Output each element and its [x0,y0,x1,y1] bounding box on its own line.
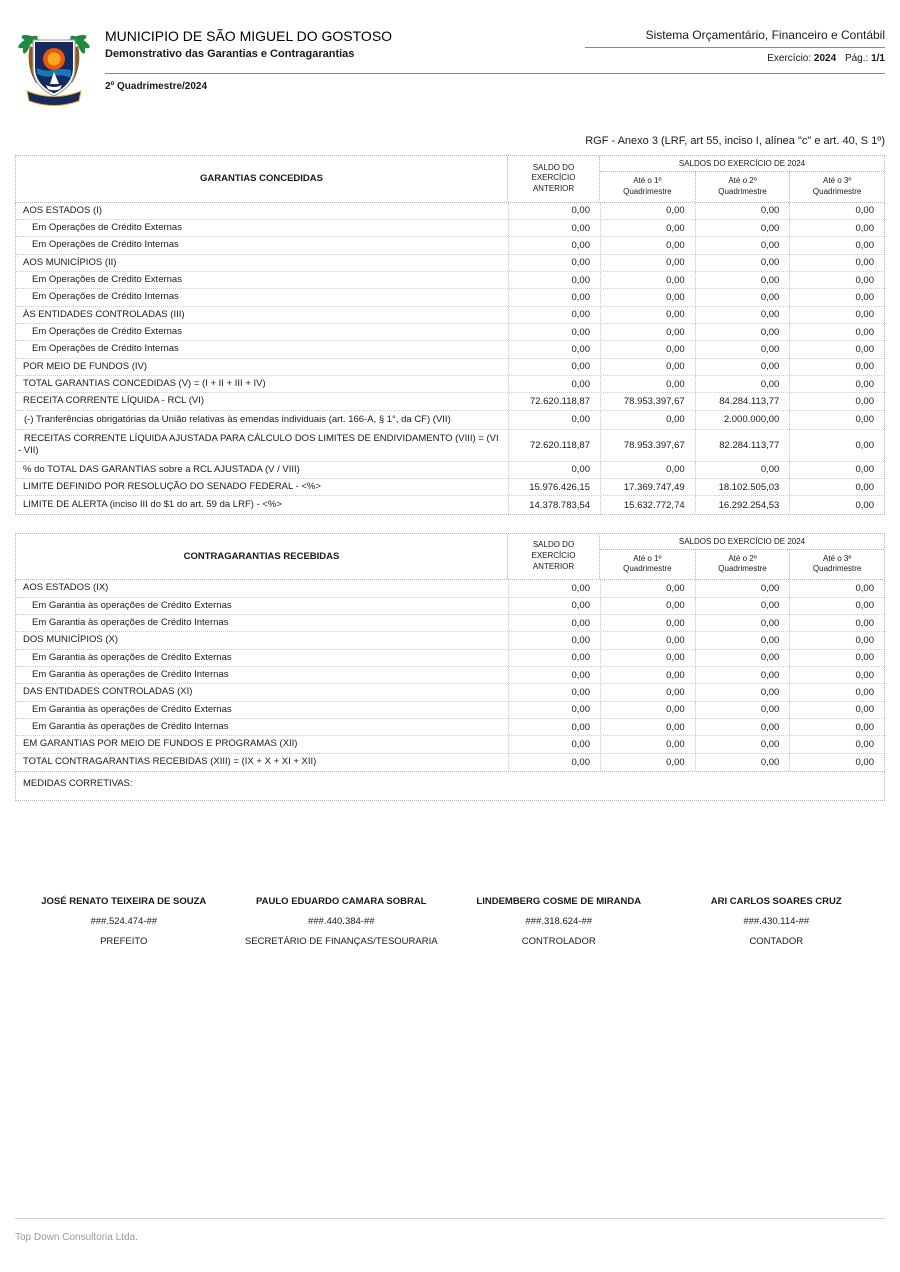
row-value-prev: 0,00 [508,702,600,718]
row-label: Em Garantia às operações de Crédito Internas [32,668,229,680]
row-value-q1: 17.369.747,49 [600,479,695,495]
row-value-prev: 0,00 [508,289,600,305]
row-value-q3: 0,00 [789,462,884,478]
row-label: ÀS ENTIDADES CONTROLADAS (III) [23,308,185,320]
row-value-q2: 82.284.113,77 [695,430,790,461]
row-label: Em Garantia às operações de Crédito Externas [32,599,232,611]
row-value-q2: 0,00 [695,650,790,666]
row-label: Em Operações de Crédito Internas [32,343,179,355]
table-header [15,533,885,581]
garantias-concedidas-table [15,155,885,515]
row-value-q2: 0,00 [695,289,790,305]
col-q1-header: Até o 1º Quadrimestre [623,176,672,196]
row-value-q3: 0,00 [789,615,884,631]
footer-company: Top Down Consultoria Ltda. [15,1232,138,1243]
row-value-q3: 0,00 [789,598,884,614]
row-value-prev: 72.620.118,87 [508,430,600,461]
row-value-q1: 0,00 [600,359,695,375]
row-value-prev: 15.976.426,15 [508,479,600,495]
row-value-q1: 0,00 [600,341,695,357]
row-label: AOS MUNICÍPIOS (II) [23,256,117,268]
header-right [585,28,885,64]
col-q3-header: Até o 3º Quadrimestre [789,550,884,580]
row-value-q2: 0,00 [695,615,790,631]
row-value-q3: 0,00 [789,255,884,271]
row-value-q1: 0,00 [600,237,695,253]
row-value-q3: 0,00 [789,376,884,392]
row-value-prev: 0,00 [508,324,600,340]
row-label: Em Garantia às operações de Crédito Externas [32,703,232,715]
signature-block [233,896,451,947]
col-group-subheaders [600,550,884,580]
row-value-q2: 0,00 [695,341,790,357]
page-header [0,0,900,115]
row-value-q2: 0,00 [695,237,790,253]
row-value-q1: 0,00 [600,684,695,700]
system-name: Sistema Orçamentário, Financeiro e Contábil [585,28,885,48]
row-label: POR MEIO DE FUNDOS (IV) [23,360,148,372]
table-row [16,632,884,649]
col-q2-header: Até o 2º Quadrimestre [695,550,790,580]
row-value-q3: 0,00 [789,359,884,375]
row-value-q2: 16.292.254,53 [695,496,790,513]
col-q3-header: Até o 3º Quadrimestre [789,172,884,202]
row-label: Em Garantia às operações de Crédito Internas [32,616,229,628]
row-value-prev: 0,00 [508,684,600,700]
row-value-q1: 0,00 [600,736,695,752]
row-value-prev: 14.378.783,54 [508,496,600,513]
table-row [16,615,884,632]
row-value-prev: 0,00 [508,237,600,253]
row-value-q1: 0,00 [600,632,695,648]
table-row [16,479,884,496]
row-value-q3: 0,00 [789,341,884,357]
row-value-prev: 0,00 [508,754,600,771]
row-label: Em Garantia às operações de Crédito Externas [32,651,232,663]
row-value-q1: 0,00 [600,462,695,478]
col-q2-header: Até o 2º Quadrimestre [695,172,790,202]
col-group [600,156,884,202]
contragarantias-recebidas-table [15,533,885,772]
exercise-page-line [585,53,885,64]
signature-block [668,896,886,947]
signature-role: SECRETÁRIO DE FINANÇAS/TESOURARIA [244,935,438,947]
table-row [16,462,884,479]
col-group-header: SALDOS DO EXERCÍCIO DE 2024 [600,156,884,172]
row-value-q2: 0,00 [695,667,790,683]
table-title: CONTRAGARANTIAS RECEBIDAS [16,534,508,580]
table-row [16,237,884,254]
table-body [15,580,885,772]
row-value-prev: 0,00 [508,667,600,683]
row-value-q3: 0,00 [789,479,884,495]
signature-role: CONTROLADOR [521,935,596,947]
row-value-prev: 0,00 [508,359,600,375]
row-value-q3: 0,00 [789,736,884,752]
row-value-q3: 0,00 [789,430,884,461]
row-label: (-) Tranferências obrigatórias da União relativas às emendas individuais (art. 166-A, § 1°, da CF) (VII) [24,413,451,425]
row-value-q2: 0,00 [695,272,790,288]
row-label: LIMITE DE ALERTA (inciso III do $1 do art. 59 da LRF) - <%> [23,498,282,510]
table-row [16,496,884,513]
col-prev-header: SALDO DO EXERCÍCIO ANTERIOR [508,156,600,202]
header-body [105,28,885,92]
annex-title: RGF - Anexo 3 (LRF, art 55, inciso I, alínea "c" e art. 40, S 1º) [585,135,885,147]
table-row [16,220,884,237]
row-value-prev: 0,00 [508,650,600,666]
row-value-q2: 0,00 [695,359,790,375]
signature-block [450,896,668,947]
row-value-q3: 0,00 [789,307,884,323]
header-divider [105,73,885,74]
table-row [16,598,884,615]
table-row [16,667,884,684]
table-row [16,411,884,430]
row-label: TOTAL CONTRAGARANTIAS RECEBIDAS (XIII) = (IX + X + XI + XII) [23,756,317,768]
row-value-q3: 0,00 [789,237,884,253]
col-prev-header: SALDO DO EXERCÍCIO ANTERIOR [508,534,600,580]
row-label: TOTAL GARANTIAS CONCEDIDAS (V) = (I + II + III + IV) [23,378,266,390]
table-row [16,580,884,597]
row-value-prev: 0,00 [508,632,600,648]
signature-document: ###.440.384-## [307,915,375,927]
row-label: Em Operações de Crédito Externas [32,273,182,285]
table-header [15,155,885,203]
row-label: Em Operações de Crédito Internas [32,291,179,303]
row-value-q3: 0,00 [789,684,884,700]
exercise-value: 2024 [813,53,837,64]
row-value-q3: 0,00 [789,272,884,288]
col-group-subheaders [600,172,884,202]
row-value-q1: 0,00 [600,307,695,323]
row-value-q3: 0,00 [789,754,884,771]
row-value-q3: 0,00 [789,220,884,236]
row-value-q2: 18.102.505,03 [695,479,790,495]
row-value-q1: 78.953.397,67 [600,393,695,409]
row-value-q3: 0,00 [789,324,884,340]
row-value-q1: 15.632.772,74 [600,496,695,513]
table-row [16,307,884,324]
row-value-q3: 0,00 [789,650,884,666]
table-row [16,393,884,410]
medidas-corretivas-label: MEDIDAS CORRETIVAS: [23,777,133,789]
row-value-q2: 0,00 [695,754,790,771]
table-row [16,324,884,341]
row-value-q3: 0,00 [789,289,884,305]
table-row [16,430,884,462]
row-value-q3: 0,00 [789,667,884,683]
page-footer [15,1218,885,1243]
row-value-q2: 0,00 [695,719,790,735]
signature-document: ###.318.624-## [525,915,593,927]
municipality-title: MUNICIPIO DE SÃO MIGUEL DO GOSTOSO [105,28,393,44]
signature-name: JOSÉ RENATO TEIXEIRA DE SOUZA [41,895,207,907]
row-value-q3: 0,00 [789,496,884,513]
signature-name: PAULO EDUARDO CAMARA SOBRAL [256,895,427,907]
row-label: Em Operações de Crédito Externas [32,326,182,337]
signature-role: CONTADOR [749,935,804,947]
table-row [16,719,884,736]
row-value-q2: 0,00 [695,255,790,271]
row-value-q1: 78.953.397,67 [600,430,695,461]
table-row [16,684,884,701]
row-value-q2: 0,00 [695,462,790,478]
row-value-q2: 0,00 [695,684,790,700]
row-value-q3: 0,00 [789,702,884,718]
row-value-q1: 0,00 [600,650,695,666]
signature-document: ###.430.114-## [743,915,810,927]
row-value-q3: 0,00 [789,393,884,409]
table-row [16,203,884,220]
table-row [16,754,884,771]
table-row [16,255,884,272]
table-row [16,341,884,358]
row-value-q1: 0,00 [600,411,695,429]
row-value-prev: 0,00 [508,615,600,631]
row-label: EM GARANTIAS POR MEIO DE FUNDOS E PROGRAMAS (XII) [23,738,298,750]
col-q1-header: Até o 1º Quadrimestre [623,553,672,574]
row-label: % do TOTAL DAS GARANTIAS sobre a RCL AJUSTADA (V / VIII) [23,463,300,475]
row-value-prev: 0,00 [508,411,600,429]
row-value-q1: 0,00 [600,580,695,596]
header-top [105,28,885,64]
row-value-q1: 0,00 [600,719,695,735]
row-value-q2: 0,00 [695,307,790,323]
table-body [15,203,885,515]
row-value-q2: 0,00 [695,376,790,392]
row-value-q3: 0,00 [789,580,884,596]
table-row [16,650,884,667]
row-label: AOS ESTADOS (IX) [23,582,109,594]
row-value-prev: 0,00 [508,203,600,219]
row-value-q2: 0,00 [695,736,790,752]
row-value-prev: 0,00 [508,736,600,752]
row-value-q2: 84.284.113,77 [695,393,790,409]
row-value-q1: 0,00 [600,272,695,288]
table-title: GARANTIAS CONCEDIDAS [16,156,508,202]
signature-block [15,896,233,947]
row-value-prev: 72.620.118,87 [508,393,600,409]
signature-document: ###.524.474-## [90,915,158,927]
row-value-q2: 0,00 [695,580,790,596]
municipality-logo [15,28,93,115]
row-value-q3: 0,00 [789,719,884,735]
row-label: DAS ENTIDADES CONTROLADAS (XI) [23,686,193,698]
row-value-prev: 0,00 [508,462,600,478]
row-value-q2: 0,00 [695,220,790,236]
row-value-prev: 0,00 [508,255,600,271]
row-value-prev: 0,00 [508,307,600,323]
exercise-label: Exercício: [767,53,812,64]
footer-divider [15,1218,885,1219]
row-value-q1: 0,00 [600,598,695,614]
row-label: RECEITA CORRENTE LÍQUIDA - RCL (VI) [23,395,205,407]
table-row [16,736,884,753]
row-value-q2: 0,00 [695,632,790,648]
row-value-q1: 0,00 [600,324,695,340]
table-row [16,702,884,719]
row-value-prev: 0,00 [508,272,600,288]
row-value-q2: 0,00 [695,702,790,718]
col-group-header: SALDOS DO EXERCÍCIO DE 2024 [600,534,884,550]
row-label: DOS MUNICÍPIOS (X) [23,634,119,646]
header-left [105,28,392,60]
period-label: 2º Quadrimestre/2024 [105,81,208,92]
row-value-q3: 0,00 [789,203,884,219]
row-value-q3: 0,00 [789,632,884,648]
row-value-q1: 0,00 [600,667,695,683]
row-label: RECEITAS CORRENTE LÍQUIDA AJUSTADA PARA CÁLCULO DOS LIMITES DE ENDIVIDAMENTO (VIII) = (VI - VII) [18,433,499,457]
medidas-corretivas-section [15,772,885,801]
row-value-q1: 0,00 [600,754,695,771]
row-value-q2: 0,00 [695,324,790,340]
row-value-q1: 0,00 [600,376,695,392]
row-value-q1: 0,00 [600,615,695,631]
row-value-q2: 0,00 [695,203,790,219]
signature-name: ARI CARLOS SOARES CRUZ [710,895,842,907]
row-value-q1: 0,00 [600,289,695,305]
table-row [16,376,884,393]
page-value: 1/1 [871,53,885,64]
table-row [16,359,884,376]
col-group [600,534,884,580]
row-label: Em Garantia às operações de Crédito Internas [32,720,229,732]
row-value-q1: 0,00 [600,203,695,219]
row-value-q2: 0,00 [695,598,790,614]
row-value-q1: 0,00 [600,255,695,271]
row-value-prev: 0,00 [508,341,600,357]
row-value-prev: 0,00 [508,580,600,596]
row-value-prev: 0,00 [508,376,600,392]
signature-role: PREFEITO [100,935,148,947]
row-label: LIMITE DEFINIDO POR RESOLUÇÃO DO SENADO FEDERAL - <%> [23,481,321,493]
row-value-q2: 2.000.000,00 [695,411,790,429]
signatures-section [15,896,885,947]
row-value-prev: 0,00 [508,719,600,735]
signature-name: LINDEMBERG COSME DE MIRANDA [476,895,642,907]
row-value-prev: 0,00 [508,220,600,236]
table-row [16,272,884,289]
row-label: Em Operações de Crédito Externas [32,221,182,233]
row-value-q1: 0,00 [600,702,695,718]
row-label: AOS ESTADOS (I) [23,204,103,216]
row-value-q3: 0,00 [789,411,884,429]
page-label: Pág.: [844,53,869,64]
table-row [16,289,884,306]
report-title: Demonstrativo das Garantias e Contragarantias [105,48,355,60]
row-value-q1: 0,00 [600,220,695,236]
coat-of-arms-icon [15,28,93,110]
row-label: Em Operações de Crédito Internas [32,239,179,251]
row-value-prev: 0,00 [508,598,600,614]
